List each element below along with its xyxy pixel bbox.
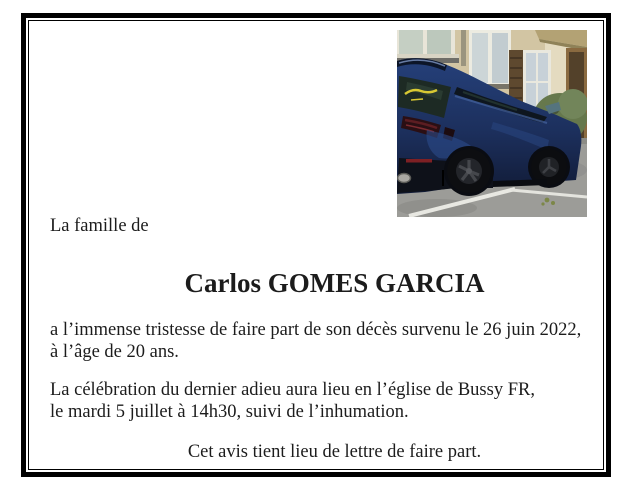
ceremony-line-1: La célébration du dernier adieu aura lieu en l’église de Bussy FR,	[50, 380, 535, 400]
closing-text: Cet avis tient lieu de lettre de faire part.	[187, 442, 482, 462]
center-window-glass	[472, 33, 488, 83]
ceremony-line-2: le mardi 5 juillet à 14h30, suivi de l’inhumation.	[50, 402, 409, 422]
left-window-glass	[399, 30, 423, 54]
page-border-outer	[21, 13, 611, 477]
notice-content	[29, 21, 603, 469]
memorial-photo	[397, 30, 587, 217]
announcement-line-2: à l’âge de 20 ans.	[50, 342, 179, 362]
exhaust-tip	[398, 174, 411, 183]
left-window-glass2	[427, 30, 451, 54]
announcement-line-1: a l’immense tristesse de faire part de son décès survenu le 26 juin 2022,	[50, 320, 582, 340]
center-window-glass2	[492, 33, 508, 83]
intro-text: La famille de	[50, 216, 149, 236]
deceased-name: Carlos GOMES GARCIA	[184, 268, 485, 298]
ceremony-text	[50, 379, 535, 423]
bumper-reflector	[406, 159, 432, 163]
window-decal-underline	[411, 99, 423, 100]
drainpipe	[461, 30, 466, 66]
announcement-text	[50, 319, 581, 363]
car-photo-illustration	[397, 30, 587, 217]
page-border-inner	[28, 20, 604, 470]
rear-hub	[466, 168, 472, 174]
